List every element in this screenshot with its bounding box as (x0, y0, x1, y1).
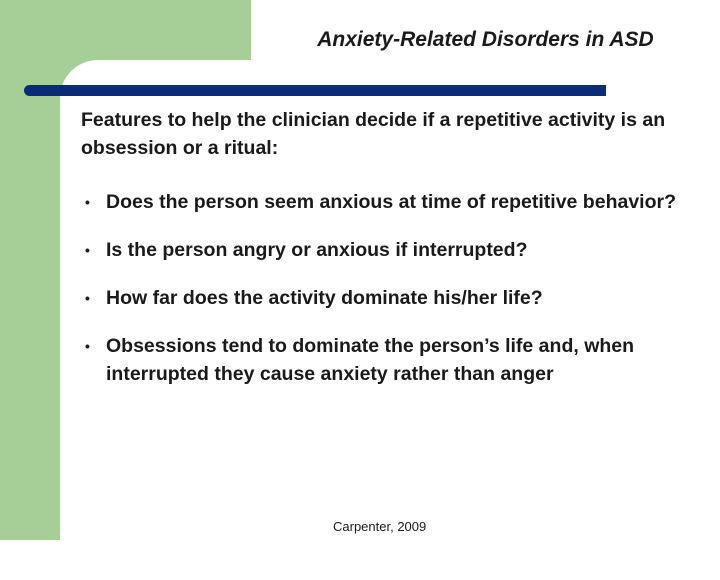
slide-title: Anxiety-Related Disorders in ASD (317, 28, 654, 51)
title-underline-bar (24, 85, 606, 96)
bullet-item (81, 188, 706, 216)
bullet-text: Does the person seem anxious at time of repetitive behavior? (106, 191, 676, 213)
bullet-text: How far does the activity dominate his/her life? (106, 287, 543, 309)
intro-text: Features to help the clinician decide if a repetitive activity is an obsession or a ritual: (81, 109, 666, 159)
footer-citation: Carpenter, 2009 (333, 519, 427, 534)
bullet-text: Is the person angry or anxious if interrupted? (106, 239, 528, 261)
bullet-item (81, 332, 706, 388)
bullet-item (81, 284, 706, 312)
bullet-item (81, 236, 706, 264)
bullet-list (81, 188, 706, 408)
bullet-dot-icon: • (85, 242, 90, 258)
bullet-text: Obsessions tend to dominate the person’s life and, when interrupted they cause anxiety rather than anger (106, 335, 635, 385)
bullet-dot-icon: • (85, 290, 90, 306)
bullet-dot-icon: • (85, 338, 90, 354)
bullet-dot-icon: • (85, 194, 90, 210)
